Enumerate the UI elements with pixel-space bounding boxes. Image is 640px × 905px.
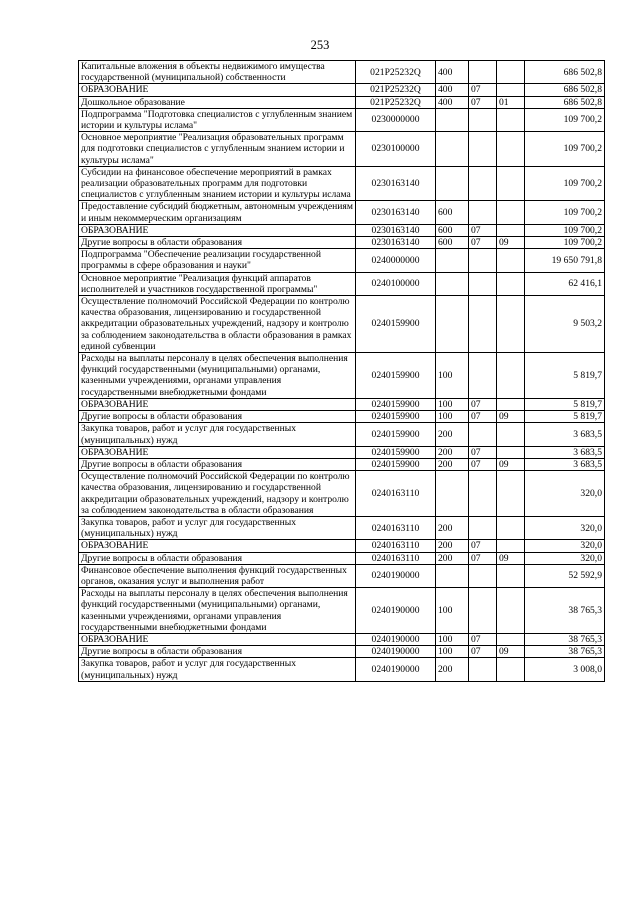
- table-row: [79, 61, 605, 84]
- row-section-cell: [469, 132, 497, 167]
- row-name-cell: Основное мероприятие "Реализация функций аппаратов исполнителей и участников государственной программы": [79, 272, 356, 295]
- row-sum-cell: 686 502,8: [525, 84, 605, 96]
- row-code-cell: 0230163140: [356, 237, 436, 249]
- row-sum-cell: 109 700,2: [525, 224, 605, 236]
- row-expense-type-cell: [436, 166, 469, 201]
- row-subsection-cell: [497, 471, 525, 517]
- table-row: [79, 132, 605, 167]
- table-row: [79, 411, 605, 423]
- row-expense-type-cell: 100: [436, 588, 469, 634]
- row-sum-cell: 5 819,7: [525, 353, 605, 399]
- row-code-cell: 0240163110: [356, 516, 436, 539]
- row-name-cell: ОБРАЗОВАНИЕ: [79, 633, 356, 645]
- page-number: 253: [310, 38, 330, 52]
- row-subsection-cell: [497, 201, 525, 224]
- row-subsection-cell: 09: [497, 237, 525, 249]
- row-sum-cell: 3 683,5: [525, 423, 605, 446]
- row-subsection-cell: [497, 588, 525, 634]
- row-expense-type-cell: 100: [436, 411, 469, 423]
- row-sum-cell: 19 650 791,8: [525, 249, 605, 272]
- row-subsection-cell: [497, 398, 525, 410]
- table-row: [79, 296, 605, 353]
- row-sum-cell: 3 683,5: [525, 446, 605, 458]
- row-subsection-cell: [497, 108, 525, 131]
- row-section-cell: [469, 108, 497, 131]
- row-name-cell: Подпрограмма "Подготовка специалистов с углубленным знанием истории и культуры ислама": [79, 108, 356, 131]
- row-expense-type-cell: 200: [436, 446, 469, 458]
- row-sum-cell: 109 700,2: [525, 237, 605, 249]
- row-name-cell: Закупка товаров, работ и услуг для государственных (муниципальных) нужд: [79, 516, 356, 539]
- row-name-cell: ОБРАЗОВАНИЕ: [79, 84, 356, 96]
- row-code-cell: 0230163140: [356, 166, 436, 201]
- row-section-cell: 07: [469, 646, 497, 658]
- row-expense-type-cell: [436, 132, 469, 167]
- row-section-cell: [469, 516, 497, 539]
- budget-table-body: [79, 61, 605, 682]
- table-row: [79, 84, 605, 96]
- row-name-cell: Другие вопросы в области образования: [79, 552, 356, 564]
- row-code-cell: 0240163110: [356, 540, 436, 552]
- table-row: [79, 588, 605, 634]
- row-sum-cell: 109 700,2: [525, 132, 605, 167]
- table-row: [79, 398, 605, 410]
- row-code-cell: 0240100000: [356, 272, 436, 295]
- row-name-cell: Субсидии на финансовое обеспечение мероприятий в рамках реализации образовательных программ для подготовки специалистов с углубленным знанием истории и культуры ислама: [79, 166, 356, 201]
- row-name-cell: Основное мероприятие "Реализация образовательных программ для подготовки специалистов с углубленным знанием истории и культуры ислама": [79, 132, 356, 167]
- row-subsection-cell: [497, 564, 525, 587]
- row-subsection-cell: [497, 224, 525, 236]
- row-sum-cell: 62 416,1: [525, 272, 605, 295]
- row-expense-type-cell: 600: [436, 224, 469, 236]
- row-expense-type-cell: 100: [436, 398, 469, 410]
- row-code-cell: 021P25232Q: [356, 96, 436, 108]
- table-row: [79, 237, 605, 249]
- row-subsection-cell: 01: [497, 96, 525, 108]
- row-sum-cell: 320,0: [525, 540, 605, 552]
- table-row: [79, 516, 605, 539]
- row-section-cell: 07: [469, 552, 497, 564]
- row-name-cell: Закупка товаров, работ и услуг для государственных (муниципальных) нужд: [79, 658, 356, 681]
- row-name-cell: Расходы на выплаты персоналу в целях обеспечения выполнения функций государственными (муниципальными) органами, казенными учреждениями, органами управления государственными внебюджетными фондами: [79, 588, 356, 634]
- row-expense-type-cell: [436, 249, 469, 272]
- row-code-cell: 0230163140: [356, 201, 436, 224]
- row-sum-cell: 38 765,3: [525, 588, 605, 634]
- row-sum-cell: 9 503,2: [525, 296, 605, 353]
- table-row: [79, 249, 605, 272]
- table-row: [79, 564, 605, 587]
- row-section-cell: 07: [469, 237, 497, 249]
- row-name-cell: Другие вопросы в области образования: [79, 237, 356, 249]
- row-sum-cell: 109 700,2: [525, 108, 605, 131]
- row-subsection-cell: [497, 296, 525, 353]
- row-code-cell: 0240159900: [356, 446, 436, 458]
- row-name-cell: ОБРАЗОВАНИЕ: [79, 540, 356, 552]
- row-sum-cell: 38 765,3: [525, 633, 605, 645]
- row-subsection-cell: [497, 61, 525, 84]
- row-name-cell: ОБРАЗОВАНИЕ: [79, 446, 356, 458]
- row-code-cell: 0240159900: [356, 398, 436, 410]
- row-section-cell: 07: [469, 398, 497, 410]
- row-section-cell: 07: [469, 411, 497, 423]
- row-expense-type-cell: 100: [436, 646, 469, 658]
- row-name-cell: Другие вопросы в области образования: [79, 458, 356, 470]
- row-sum-cell: 38 765,3: [525, 646, 605, 658]
- row-subsection-cell: 09: [497, 552, 525, 564]
- row-section-cell: [469, 249, 497, 272]
- row-code-cell: 021P25232Q: [356, 84, 436, 96]
- row-code-cell: 0240190000: [356, 646, 436, 658]
- row-code-cell: 0240190000: [356, 633, 436, 645]
- row-subsection-cell: 09: [497, 458, 525, 470]
- row-code-cell: 0230100000: [356, 132, 436, 167]
- table-row: [79, 201, 605, 224]
- row-sum-cell: 109 700,2: [525, 201, 605, 224]
- table-row: [79, 166, 605, 201]
- row-code-cell: 0240163110: [356, 552, 436, 564]
- row-section-cell: 07: [469, 458, 497, 470]
- row-sum-cell: 3 683,5: [525, 458, 605, 470]
- row-code-cell: 0240190000: [356, 564, 436, 587]
- row-name-cell: Финансовое обеспечение выполнения функций государственных органов, оказания услуг и выполнения работ: [79, 564, 356, 587]
- row-name-cell: Предоставление субсидий бюджетным, автономным учреждениям и иным некоммерческим организациям: [79, 201, 356, 224]
- row-subsection-cell: [497, 446, 525, 458]
- row-expense-type-cell: 200: [436, 552, 469, 564]
- row-section-cell: [469, 423, 497, 446]
- row-subsection-cell: [497, 272, 525, 295]
- row-section-cell: 07: [469, 224, 497, 236]
- row-expense-type-cell: 400: [436, 96, 469, 108]
- row-sum-cell: 686 502,8: [525, 61, 605, 84]
- row-section-cell: [469, 61, 497, 84]
- table-row: [79, 224, 605, 236]
- row-expense-type-cell: 400: [436, 61, 469, 84]
- row-section-cell: 07: [469, 540, 497, 552]
- row-subsection-cell: [497, 353, 525, 399]
- row-code-cell: 0240159900: [356, 458, 436, 470]
- row-code-cell: 0240190000: [356, 658, 436, 681]
- row-name-cell: Осуществление полномочий Российской Федерации по контролю качества образования, лицензированию и государственной аккредитации образовательных учреждений, надзору и контролю за соблюдением законодательства в области образования в рамках единой субвенции: [79, 296, 356, 353]
- row-code-cell: 021P25232Q: [356, 61, 436, 84]
- table-row: [79, 272, 605, 295]
- row-sum-cell: 5 819,7: [525, 398, 605, 410]
- row-code-cell: 0230000000: [356, 108, 436, 131]
- row-expense-type-cell: 100: [436, 633, 469, 645]
- row-sum-cell: 320,0: [525, 552, 605, 564]
- row-name-cell: Закупка товаров, работ и услуг для государственных (муниципальных) нужд: [79, 423, 356, 446]
- row-subsection-cell: [497, 540, 525, 552]
- row-section-cell: 07: [469, 633, 497, 645]
- row-subsection-cell: [497, 166, 525, 201]
- row-name-cell: Другие вопросы в области образования: [79, 646, 356, 658]
- row-expense-type-cell: 100: [436, 353, 469, 399]
- table-row: [79, 633, 605, 645]
- row-code-cell: 0240159900: [356, 353, 436, 399]
- row-expense-type-cell: 200: [436, 423, 469, 446]
- row-expense-type-cell: 200: [436, 458, 469, 470]
- row-name-cell: Дошкольное образование: [79, 96, 356, 108]
- row-code-cell: 0240159900: [356, 423, 436, 446]
- row-expense-type-cell: [436, 108, 469, 131]
- table-row: [79, 108, 605, 131]
- row-subsection-cell: [497, 423, 525, 446]
- row-subsection-cell: [497, 249, 525, 272]
- table-row: [79, 658, 605, 681]
- row-section-cell: 07: [469, 446, 497, 458]
- table-row: [79, 540, 605, 552]
- row-name-cell: Подпрограмма "Обеспечение реализации государственной программы в сфере образования и науки": [79, 249, 356, 272]
- row-name-cell: ОБРАЗОВАНИЕ: [79, 398, 356, 410]
- table-row: [79, 96, 605, 108]
- row-sum-cell: 109 700,2: [525, 166, 605, 201]
- row-name-cell: Расходы на выплаты персоналу в целях обеспечения выполнения функций государственными (муниципальными) органами, казенными учреждениями, органами управления государственными внебюджетными фондами: [79, 353, 356, 399]
- row-expense-type-cell: 200: [436, 540, 469, 552]
- row-section-cell: [469, 564, 497, 587]
- row-code-cell: 0240000000: [356, 249, 436, 272]
- table-row: [79, 646, 605, 658]
- row-name-cell: Другие вопросы в области образования: [79, 411, 356, 423]
- row-subsection-cell: 09: [497, 646, 525, 658]
- row-expense-type-cell: [436, 272, 469, 295]
- row-expense-type-cell: 200: [436, 658, 469, 681]
- row-subsection-cell: [497, 132, 525, 167]
- row-expense-type-cell: 200: [436, 516, 469, 539]
- table-row: [79, 471, 605, 517]
- row-section-cell: [469, 658, 497, 681]
- table-row: [79, 458, 605, 470]
- budget-table: [78, 60, 605, 682]
- row-name-cell: Осуществление полномочий Российской Федерации по контролю качества образования, лицензированию и государственной аккредитации образовательных учреждений, надзору и контролю за соблюдением законодательства в области образования: [79, 471, 356, 517]
- row-expense-type-cell: 400: [436, 84, 469, 96]
- table-row: [79, 353, 605, 399]
- row-section-cell: [469, 353, 497, 399]
- table-row: [79, 552, 605, 564]
- row-code-cell: 0240159900: [356, 411, 436, 423]
- row-section-cell: [469, 588, 497, 634]
- row-expense-type-cell: 600: [436, 201, 469, 224]
- row-code-cell: 0240159900: [356, 296, 436, 353]
- row-expense-type-cell: [436, 471, 469, 517]
- row-sum-cell: 686 502,8: [525, 96, 605, 108]
- row-section-cell: [469, 272, 497, 295]
- row-sum-cell: 52 592,9: [525, 564, 605, 587]
- row-sum-cell: 3 008,0: [525, 658, 605, 681]
- row-sum-cell: 320,0: [525, 516, 605, 539]
- row-section-cell: [469, 296, 497, 353]
- row-code-cell: 0240190000: [356, 588, 436, 634]
- table-row: [79, 446, 605, 458]
- row-name-cell: ОБРАЗОВАНИЕ: [79, 224, 356, 236]
- row-expense-type-cell: [436, 564, 469, 587]
- row-code-cell: 0230163140: [356, 224, 436, 236]
- row-section-cell: [469, 471, 497, 517]
- row-sum-cell: 320,0: [525, 471, 605, 517]
- row-code-cell: 0240163110: [356, 471, 436, 517]
- row-subsection-cell: [497, 658, 525, 681]
- row-subsection-cell: [497, 516, 525, 539]
- row-section-cell: [469, 166, 497, 201]
- row-section-cell: 07: [469, 96, 497, 108]
- row-section-cell: [469, 201, 497, 224]
- table-row: [79, 423, 605, 446]
- row-section-cell: 07: [469, 84, 497, 96]
- row-expense-type-cell: [436, 296, 469, 353]
- row-name-cell: Капитальные вложения в объекты недвижимого имущества государственной (муниципальной) собственности: [79, 61, 356, 84]
- row-subsection-cell: 09: [497, 411, 525, 423]
- row-subsection-cell: [497, 633, 525, 645]
- row-subsection-cell: [497, 84, 525, 96]
- row-sum-cell: 5 819,7: [525, 411, 605, 423]
- row-expense-type-cell: 600: [436, 237, 469, 249]
